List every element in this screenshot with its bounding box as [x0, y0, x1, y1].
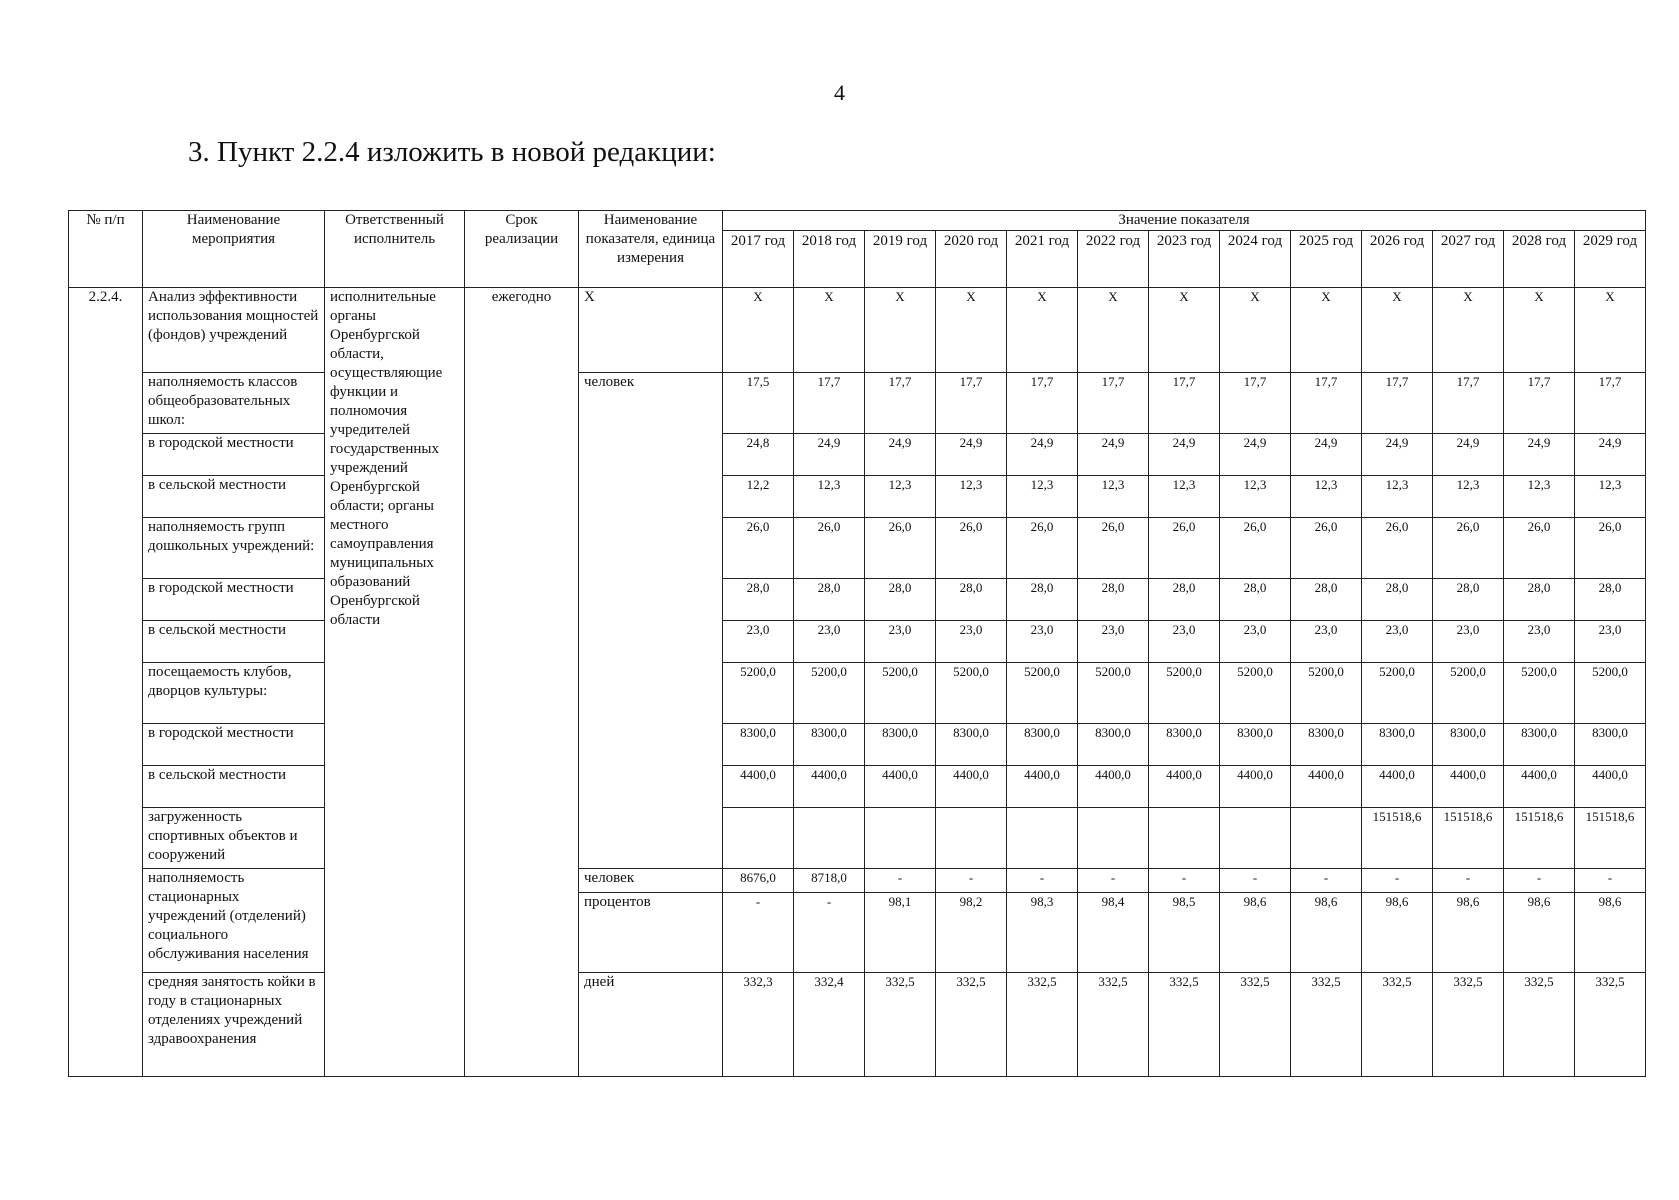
value-cell: 26,0	[936, 518, 1007, 579]
value-cell: 8300,0	[1078, 724, 1149, 766]
value-cell: 8300,0	[1149, 724, 1220, 766]
value-cell: -	[1078, 869, 1149, 893]
header-values-group: Значение показателя	[723, 211, 1646, 231]
value-cell: 12,3	[1433, 476, 1504, 518]
value-cell: 24,9	[1575, 434, 1646, 476]
value-cell: 8676,0	[723, 869, 794, 893]
indicator-name: в сельской местности	[143, 621, 325, 663]
value-cell: 332,5	[865, 973, 936, 1077]
value-cell: 17,5	[723, 373, 794, 434]
value-cell	[1149, 808, 1220, 869]
value-cell: 8300,0	[936, 724, 1007, 766]
value-cell: 98,6	[1362, 893, 1433, 973]
table-row	[69, 663, 1646, 724]
section-heading: 3. Пункт 2.2.4 изложить в новой редакции:	[188, 136, 716, 168]
header-year: 2028 год	[1504, 231, 1575, 288]
value-cell: 8300,0	[1504, 724, 1575, 766]
value-cell: 332,5	[1362, 973, 1433, 1077]
value-cell: 8300,0	[865, 724, 936, 766]
value-cell: 28,0	[723, 579, 794, 621]
value-cell: 4400,0	[1220, 766, 1291, 808]
table-row	[69, 724, 1646, 766]
header-year: 2020 год	[936, 231, 1007, 288]
table-row	[69, 476, 1646, 518]
value-cell: 5200,0	[1149, 663, 1220, 724]
value-cell: 98,2	[936, 893, 1007, 973]
value-cell: 24,9	[1149, 434, 1220, 476]
value-cell: 98,1	[865, 893, 936, 973]
indicator-name: Анализ эффективности использования мощностей (фондов) учреждений	[143, 288, 325, 373]
header-year: 2027 год	[1433, 231, 1504, 288]
value-cell: 26,0	[723, 518, 794, 579]
value-cell: 8300,0	[1575, 724, 1646, 766]
term-cell: ежегодно	[465, 288, 579, 1077]
value-cell: 5200,0	[1291, 663, 1362, 724]
value-cell: 98,6	[1220, 893, 1291, 973]
value-cell: 332,5	[1433, 973, 1504, 1077]
value-cell: 332,5	[1149, 973, 1220, 1077]
value-cell: 23,0	[865, 621, 936, 663]
value-cell: 5200,0	[1575, 663, 1646, 724]
value-cell: 23,0	[1149, 621, 1220, 663]
value-cell: 332,5	[1504, 973, 1575, 1077]
indicator-unit: человек	[579, 869, 723, 893]
value-cell: 5200,0	[1362, 663, 1433, 724]
row-number: 2.2.4.	[69, 288, 143, 1077]
value-cell: 28,0	[936, 579, 1007, 621]
value-cell: -	[794, 893, 865, 973]
value-cell: 98,6	[1433, 893, 1504, 973]
value-cell: -	[723, 893, 794, 973]
value-cell: 26,0	[794, 518, 865, 579]
value-cell: 98,6	[1575, 893, 1646, 973]
header-year: 2022 год	[1078, 231, 1149, 288]
value-cell: 4400,0	[865, 766, 936, 808]
indicator-unit: человек	[579, 373, 723, 869]
table-row	[69, 579, 1646, 621]
value-cell: 26,0	[1504, 518, 1575, 579]
value-cell: X	[1433, 288, 1504, 373]
value-cell: 26,0	[1291, 518, 1362, 579]
indicator-name: в сельской местности	[143, 476, 325, 518]
value-cell: 12,3	[1362, 476, 1433, 518]
value-cell: 5200,0	[1504, 663, 1575, 724]
value-cell: 28,0	[1220, 579, 1291, 621]
value-cell: 28,0	[1149, 579, 1220, 621]
indicator-unit: дней	[579, 973, 723, 1077]
value-cell: 24,9	[1433, 434, 1504, 476]
header-executor: Ответственный исполнитель	[325, 211, 465, 288]
value-cell: 17,7	[1149, 373, 1220, 434]
value-cell: 28,0	[865, 579, 936, 621]
indicator-unit: процентов	[579, 893, 723, 973]
value-cell: 98,6	[1291, 893, 1362, 973]
value-cell: 24,9	[1362, 434, 1433, 476]
value-cell: 23,0	[1291, 621, 1362, 663]
header-year: 2023 год	[1149, 231, 1220, 288]
value-cell: 12,3	[1291, 476, 1362, 518]
value-cell: 8300,0	[794, 724, 865, 766]
value-cell: 23,0	[1504, 621, 1575, 663]
value-cell: 17,7	[1078, 373, 1149, 434]
value-cell: 332,5	[1220, 973, 1291, 1077]
indicator-name: в городской местности	[143, 434, 325, 476]
value-cell: 5200,0	[794, 663, 865, 724]
value-cell: 23,0	[1575, 621, 1646, 663]
header-year: 2018 год	[794, 231, 865, 288]
value-cell: 5200,0	[1078, 663, 1149, 724]
value-cell: 24,9	[794, 434, 865, 476]
value-cell: 12,3	[936, 476, 1007, 518]
value-cell: 23,0	[1078, 621, 1149, 663]
value-cell: 332,3	[723, 973, 794, 1077]
value-cell: 12,2	[723, 476, 794, 518]
value-cell: 98,6	[1504, 893, 1575, 973]
indicator-name: посещаемость клубов, дворцов культуры:	[143, 663, 325, 724]
value-cell: 28,0	[1078, 579, 1149, 621]
indicator-name: в городской местности	[143, 724, 325, 766]
value-cell: X	[723, 288, 794, 373]
value-cell: 5200,0	[936, 663, 1007, 724]
table-row	[69, 621, 1646, 663]
value-cell: 4400,0	[1433, 766, 1504, 808]
value-cell: 28,0	[1362, 579, 1433, 621]
value-cell	[1007, 808, 1078, 869]
indicator-name: в сельской местности	[143, 766, 325, 808]
value-cell: -	[865, 869, 936, 893]
value-cell: 28,0	[1504, 579, 1575, 621]
value-cell: 332,5	[1007, 973, 1078, 1077]
table-row	[69, 869, 1646, 893]
value-cell: 98,5	[1149, 893, 1220, 973]
value-cell: 4400,0	[1078, 766, 1149, 808]
value-cell: 24,9	[936, 434, 1007, 476]
value-cell: 26,0	[1149, 518, 1220, 579]
value-cell: 23,0	[794, 621, 865, 663]
value-cell: 151518,6	[1504, 808, 1575, 869]
value-cell: 17,7	[1291, 373, 1362, 434]
value-cell	[1078, 808, 1149, 869]
value-cell: X	[865, 288, 936, 373]
indicator-table	[68, 210, 1646, 1077]
value-cell: 23,0	[1362, 621, 1433, 663]
value-cell: -	[1220, 869, 1291, 893]
value-cell: -	[1149, 869, 1220, 893]
value-cell	[936, 808, 1007, 869]
value-cell: 5200,0	[1220, 663, 1291, 724]
value-cell: -	[1504, 869, 1575, 893]
indicator-name: загруженность спортивных объектов и сооружений	[143, 808, 325, 869]
header-year: 2025 год	[1291, 231, 1362, 288]
value-cell: 24,9	[1504, 434, 1575, 476]
value-cell	[1291, 808, 1362, 869]
value-cell: 26,0	[1362, 518, 1433, 579]
value-cell: 24,9	[1007, 434, 1078, 476]
value-cell: 12,3	[865, 476, 936, 518]
header-year: 2024 год	[1220, 231, 1291, 288]
value-cell: 12,3	[1220, 476, 1291, 518]
value-cell: 12,3	[1078, 476, 1149, 518]
value-cell: 23,0	[723, 621, 794, 663]
value-cell: 5200,0	[865, 663, 936, 724]
value-cell	[865, 808, 936, 869]
value-cell: 23,0	[1007, 621, 1078, 663]
value-cell: 12,3	[1149, 476, 1220, 518]
page-number: 4	[834, 80, 845, 105]
value-cell: X	[1220, 288, 1291, 373]
value-cell: 26,0	[1433, 518, 1504, 579]
value-cell: 23,0	[936, 621, 1007, 663]
value-cell: -	[1433, 869, 1504, 893]
value-cell: 4400,0	[1575, 766, 1646, 808]
value-cell: -	[1575, 869, 1646, 893]
value-cell: 8300,0	[1433, 724, 1504, 766]
value-cell: 4400,0	[936, 766, 1007, 808]
value-cell: X	[1149, 288, 1220, 373]
table-row	[69, 766, 1646, 808]
value-cell: 4400,0	[723, 766, 794, 808]
value-cell: X	[1362, 288, 1433, 373]
value-cell: 8300,0	[1362, 724, 1433, 766]
value-cell: 24,9	[1291, 434, 1362, 476]
value-cell	[1220, 808, 1291, 869]
value-cell: 28,0	[1575, 579, 1646, 621]
value-cell: -	[936, 869, 1007, 893]
value-cell: X	[1078, 288, 1149, 373]
value-cell: 24,9	[865, 434, 936, 476]
executor-cell: исполнительные органы Оренбургской области, осуществляющие функции и полномочия учредителей государственных учреждений Оренбургской области; органы местного самоуправления муниципальных образований Оренбургской области	[325, 288, 465, 1077]
value-cell: X	[1291, 288, 1362, 373]
value-cell: 151518,6	[1433, 808, 1504, 869]
value-cell: 17,7	[865, 373, 936, 434]
value-cell: 151518,6	[1575, 808, 1646, 869]
header-year: 2019 год	[865, 231, 936, 288]
value-cell	[794, 808, 865, 869]
value-cell: 8300,0	[723, 724, 794, 766]
value-cell: 98,4	[1078, 893, 1149, 973]
value-cell: 26,0	[865, 518, 936, 579]
value-cell: 5200,0	[1433, 663, 1504, 724]
value-cell: 332,5	[936, 973, 1007, 1077]
value-cell: 26,0	[1078, 518, 1149, 579]
value-cell: 8300,0	[1220, 724, 1291, 766]
value-cell: X	[1575, 288, 1646, 373]
value-cell: 12,3	[794, 476, 865, 518]
value-cell: 17,7	[1220, 373, 1291, 434]
value-cell: 5200,0	[723, 663, 794, 724]
header-year: 2026 год	[1362, 231, 1433, 288]
value-cell: 26,0	[1220, 518, 1291, 579]
value-cell: 24,9	[1078, 434, 1149, 476]
value-cell: 24,9	[1220, 434, 1291, 476]
indicator-unit: X	[579, 288, 723, 373]
value-cell: 4400,0	[1362, 766, 1433, 808]
value-cell: 4400,0	[794, 766, 865, 808]
value-cell: 17,7	[1362, 373, 1433, 434]
value-cell: -	[1291, 869, 1362, 893]
value-cell: 4400,0	[1291, 766, 1362, 808]
value-cell: -	[1362, 869, 1433, 893]
value-cell: 5200,0	[1007, 663, 1078, 724]
header-year: 2029 год	[1575, 231, 1646, 288]
value-cell: 332,5	[1575, 973, 1646, 1077]
value-cell: 151518,6	[1362, 808, 1433, 869]
value-cell: 332,5	[1291, 973, 1362, 1077]
indicator-name: наполняемость классов общеобразовательных школ:	[143, 373, 325, 434]
value-cell: 26,0	[1007, 518, 1078, 579]
value-cell: 12,3	[1504, 476, 1575, 518]
header-year: 2021 год	[1007, 231, 1078, 288]
value-cell: 17,7	[1575, 373, 1646, 434]
value-cell: -	[1007, 869, 1078, 893]
table-row	[69, 373, 1646, 434]
value-cell: X	[1007, 288, 1078, 373]
header-term: Срок реализации	[465, 211, 579, 288]
indicator-name: в городской местности	[143, 579, 325, 621]
indicator-name: средняя занятость койки в году в стационарных отделениях учреждений здравоохранения	[143, 973, 325, 1077]
table-row	[69, 288, 1646, 373]
table-row	[69, 518, 1646, 579]
header-year: 2017 год	[723, 231, 794, 288]
value-cell: 332,4	[794, 973, 865, 1077]
value-cell: 28,0	[1007, 579, 1078, 621]
value-cell: 23,0	[1220, 621, 1291, 663]
value-cell: X	[936, 288, 1007, 373]
value-cell: 28,0	[794, 579, 865, 621]
value-cell: 28,0	[1433, 579, 1504, 621]
indicator-name: наполняемость стационарных учреждений (отделений) социального обслуживания населения	[143, 869, 325, 973]
table-row	[69, 808, 1646, 869]
value-cell: X	[1504, 288, 1575, 373]
value-cell: 17,7	[1433, 373, 1504, 434]
value-cell: X	[794, 288, 865, 373]
value-cell: 4400,0	[1149, 766, 1220, 808]
value-cell: 12,3	[1007, 476, 1078, 518]
value-cell: 8300,0	[1291, 724, 1362, 766]
value-cell: 12,3	[1575, 476, 1646, 518]
value-cell: 4400,0	[1504, 766, 1575, 808]
indicator-name: наполняемость групп дошкольных учреждений:	[143, 518, 325, 579]
table-row	[69, 973, 1646, 1077]
value-cell: 23,0	[1433, 621, 1504, 663]
value-cell: 98,3	[1007, 893, 1078, 973]
value-cell: 26,0	[1575, 518, 1646, 579]
value-cell: 17,7	[1504, 373, 1575, 434]
value-cell: 17,7	[794, 373, 865, 434]
value-cell: 24,8	[723, 434, 794, 476]
value-cell: 8300,0	[1007, 724, 1078, 766]
header-indicator: Наименование показателя, единица измерения	[579, 211, 723, 288]
value-cell: 17,7	[936, 373, 1007, 434]
table-row	[69, 434, 1646, 476]
value-cell	[723, 808, 794, 869]
header-num: № п/п	[69, 211, 143, 288]
value-cell: 8718,0	[794, 869, 865, 893]
value-cell: 4400,0	[1007, 766, 1078, 808]
value-cell: 17,7	[1007, 373, 1078, 434]
value-cell: 28,0	[1291, 579, 1362, 621]
value-cell: 332,5	[1078, 973, 1149, 1077]
header-measure: Наименование мероприятия	[143, 211, 325, 288]
